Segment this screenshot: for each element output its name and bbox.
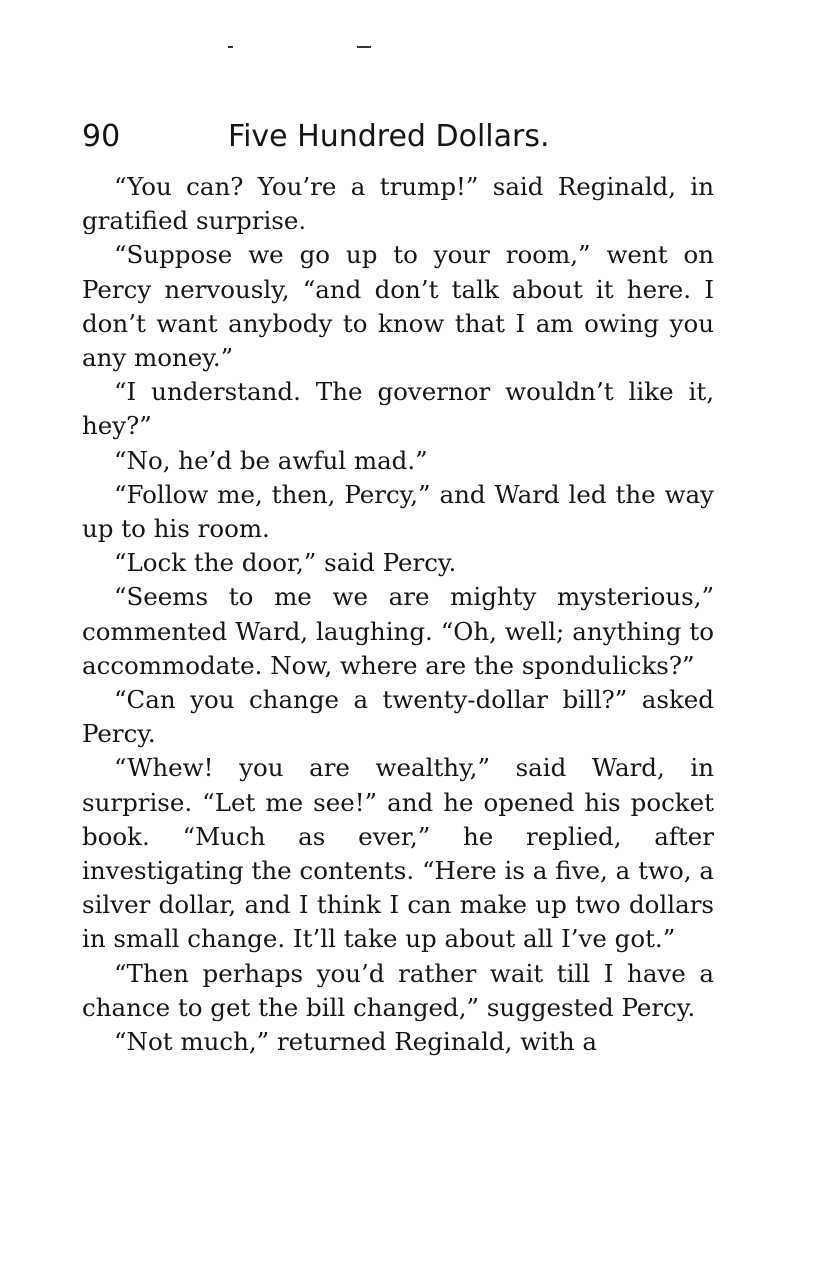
paragraph: “Suppose we go up to your room,” went on Percy nervously, “and don’t talk about it here. I don’t want anybody to know that I am owing you any money.”	[82, 240, 714, 373]
paragraph: “Whew! you are wealthy,” said Ward, in surprise. “Let me see!” and he opened his pocket book. “Much as ever,” he replied, after investigating the contents. “Here is a five, a two, a silver dollar, and I think I can make up two dollars in small change. It’ll take up about all I’ve got.”	[82, 753, 714, 954]
paragraph: “You can? You’re a trump!” said Reginald, in gratified surprise.	[82, 172, 714, 236]
page-header	[82, 116, 722, 158]
page-number: 90	[82, 119, 121, 154]
print-mark	[357, 46, 371, 48]
paragraph: “Not much,” returned Reginald, with a	[114, 1027, 598, 1057]
paragraph: “Can you change a twenty-dollar bill?” asked Percy.	[82, 685, 714, 749]
paragraph: “Then perhaps you’d rather wait till I have a chance to get the bill changed,” suggested Percy.	[82, 958, 714, 1022]
paragraph: “Follow me, then, Percy,” and Ward led the way up to his room.	[82, 479, 714, 544]
paragraph: “I understand. The governor wouldn’t like it, hey?”	[82, 377, 714, 441]
paragraph: “No, he’d be awful mad.”	[114, 445, 428, 475]
paragraph: “Seems to me we are mighty mysterious,” commented Ward, laughing. “Oh, well; anything to accommodate. Now, where are the spondulicks?”	[82, 582, 714, 680]
paragraph: “Lock the door,” said Percy.	[114, 548, 457, 578]
print-mark	[228, 46, 233, 48]
body-text	[82, 170, 714, 1059]
running-title: Five Hundred Dollars.	[228, 119, 550, 154]
